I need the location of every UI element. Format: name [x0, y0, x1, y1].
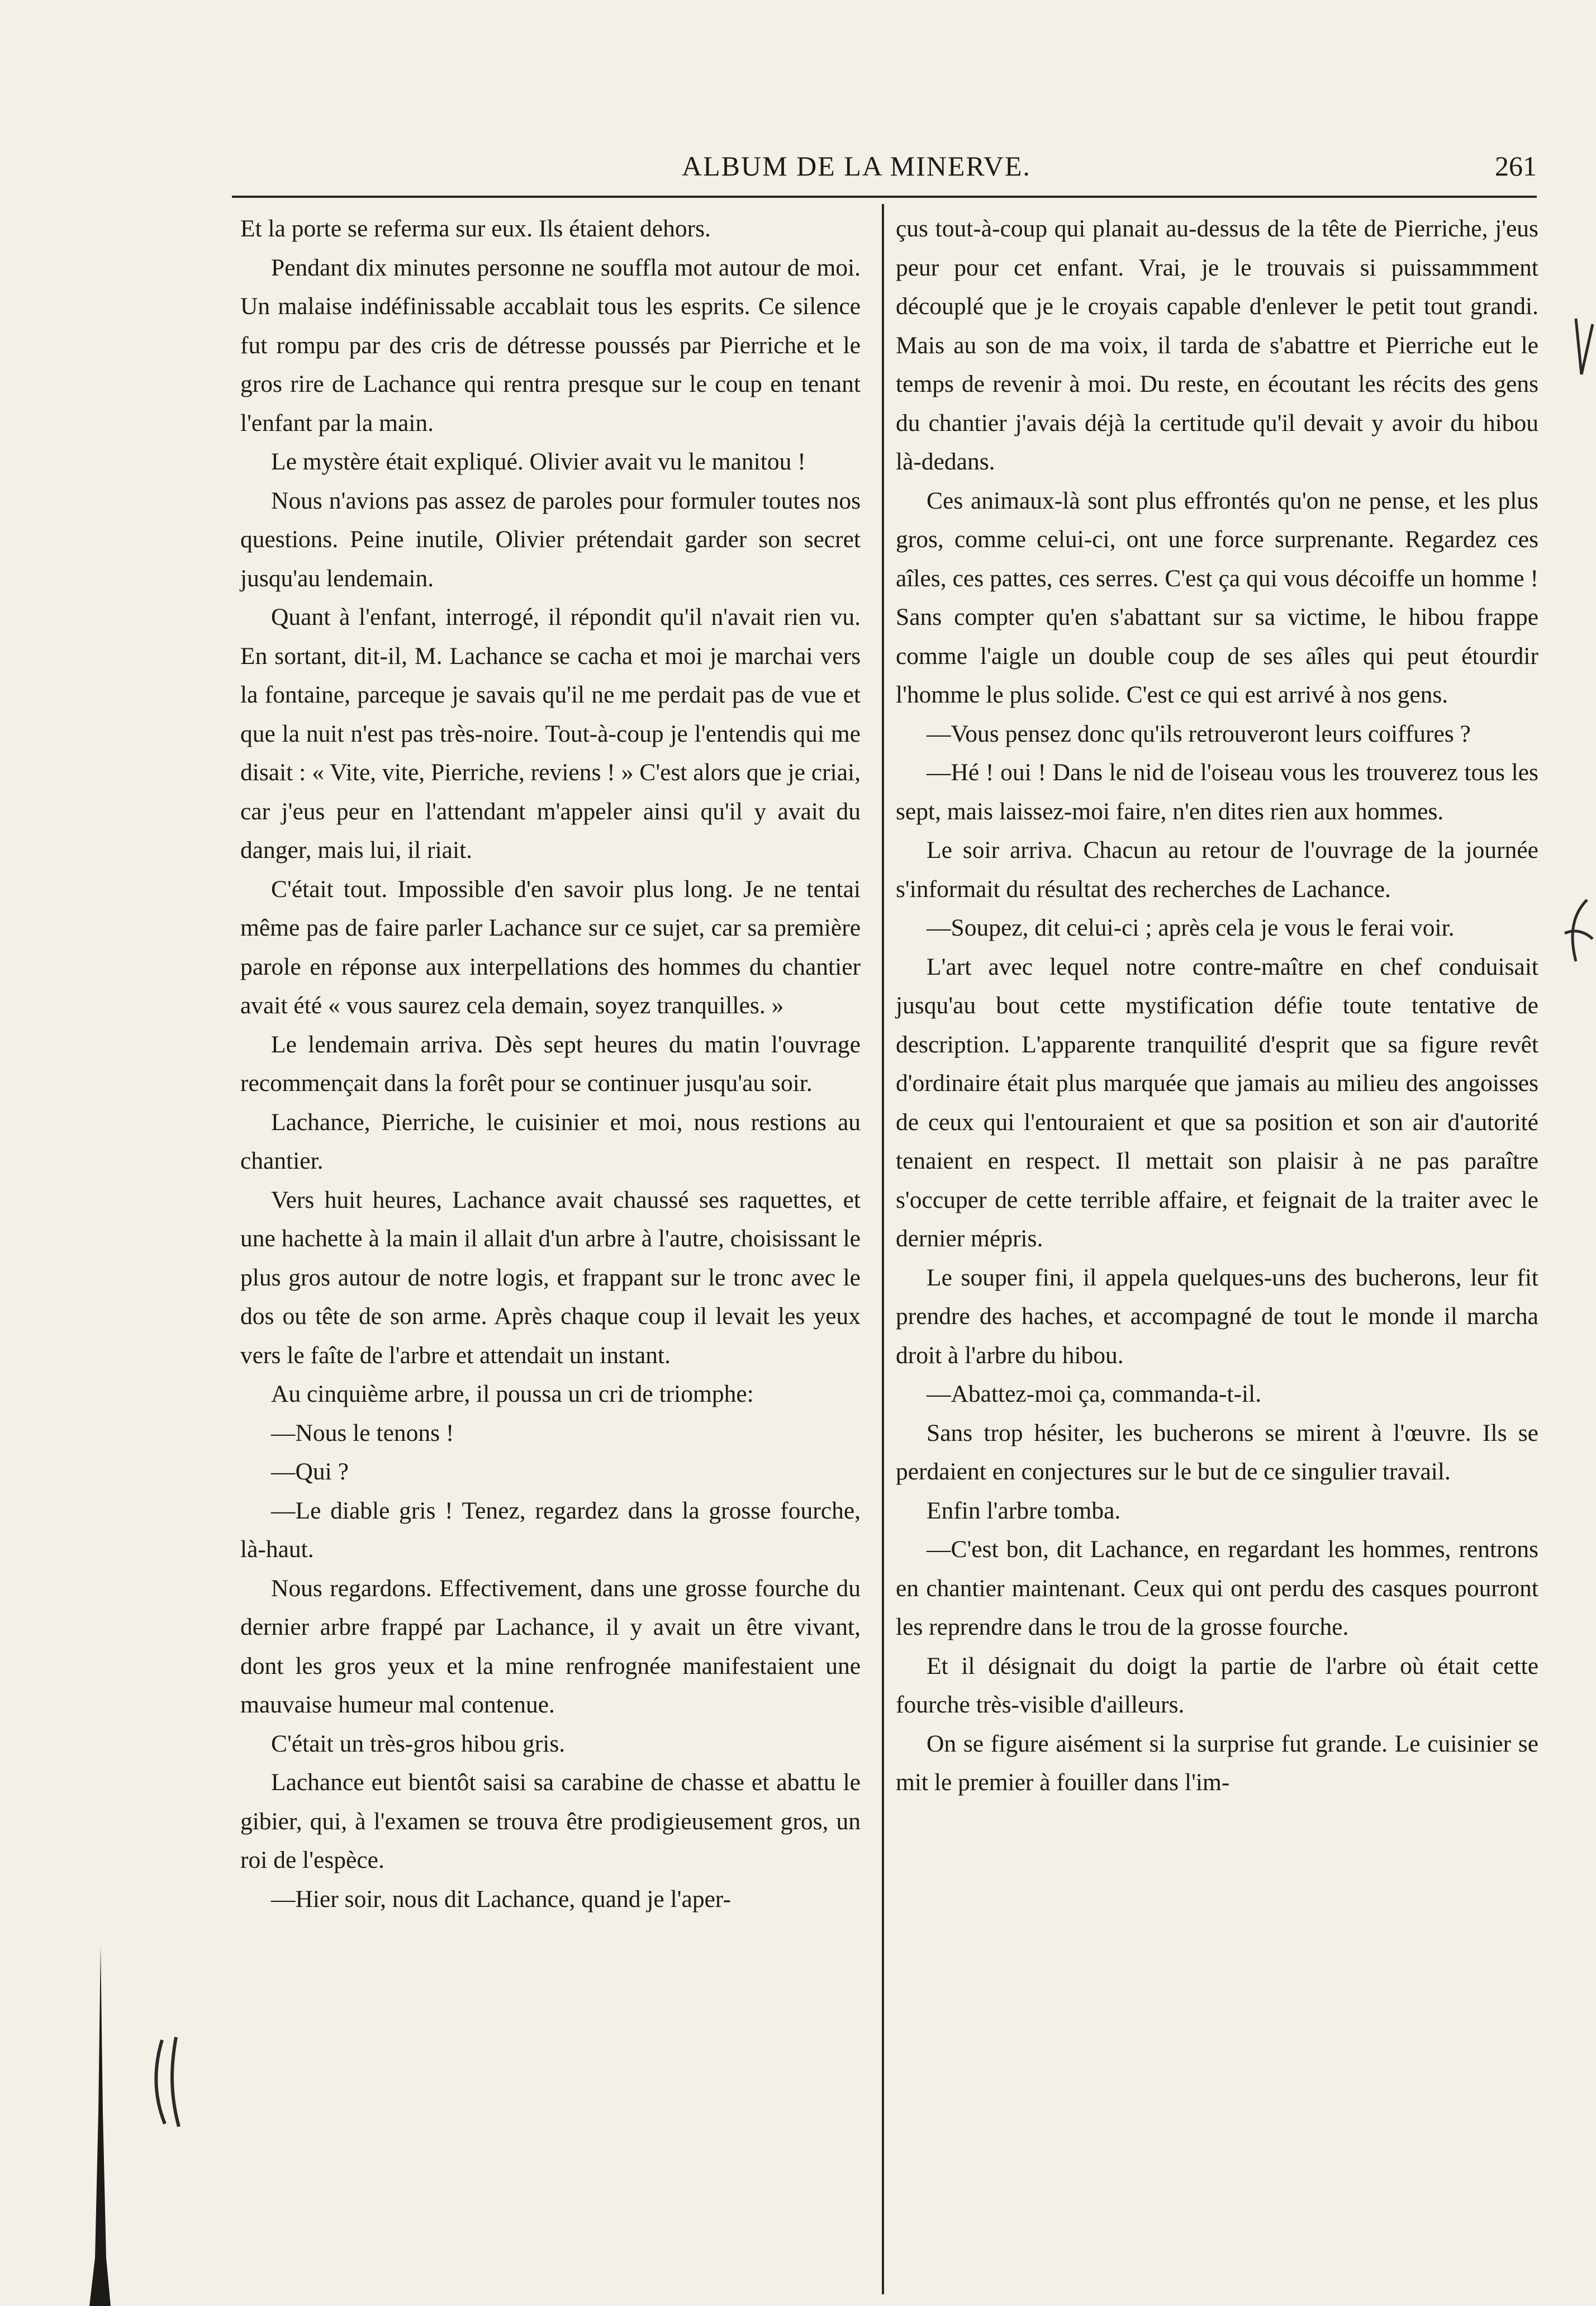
- paragraph: Et il désignait du doigt la partie de l'arbre où était cette fourche très-visible d'ailleurs.: [896, 1652, 1538, 1718]
- paragraph: Le lendemain arriva. Dès sept heures du matin l'ouvrage recommençait dans la forêt pour se continuer jusqu'au soir.: [240, 1031, 861, 1097]
- dialogue-line: —Hier soir, nous dit Lachance, quand je l'aper-: [271, 1885, 731, 1913]
- paragraph: Pendant dix minutes personne ne souffla mot autour de moi. Un malaise indéfinissable accablait tous les esprits. Ce silence fut rompu par des cris de détresse poussés par Pierriche et le gros rire de Lachance qui rentra presque sur le coup en tenant l'enfant par la main.: [240, 254, 861, 436]
- paragraph: Nous n'avions pas assez de paroles pour formuler toutes nos questions. Peine inutile, Olivier prétendait garder son secret jusqu'au lendemain.: [240, 487, 861, 592]
- paragraph: Nous regardons. Effectivement, dans une grosse fourche du dernier arbre frappé par Lachance, il y avait un être vivant, dont les gros yeux et la mine renfrognée manifestaient une mauvaise humeur mal contenue.: [240, 1574, 861, 1718]
- paragraph: L'art avec lequel notre contre-maître en chef conduisait jusqu'au bout cette mystification défie toute tentative de description. L'apparente tranquilité d'esprit que sa figure revêt d'ordinaire était plus marquée que jamais au milieu des angoisses de ceux qui l'entouraient et que sa position et son air d'autorité tenaient en respect. Il mettait son plaisir à ne pas paraître s'occuper de cette terrible affaire, et feignait de la traiter avec le dernier mépris.: [896, 953, 1538, 1252]
- paragraph: Ces animaux-là sont plus effrontés qu'on ne pense, et les plus gros, comme celui-ci, ont une force surprenante. Regardez ces aîles, ces pattes, ces serres. C'est ça qui vous décoiffe un homme ! Sans compter qu'en s'abattant sur sa victime, le hibou frappe comme l'aigle un double coup de ses aîles qui peut étourdir l'homme le plus solide. C'est ce qui est arrivé à nos gens.: [896, 487, 1538, 708]
- handwritten-mark-icon: [1559, 894, 1596, 967]
- header-rule: [232, 196, 1537, 198]
- right-column: [896, 210, 1538, 1802]
- dialogue-line: —C'est bon, dit Lachance, en regardant les hommes, rentrons en chantier maintenant. Ceux qui ont perdu des casques pourront les reprendre dans le trou de la grosse fourche.: [896, 1536, 1538, 1640]
- running-header: [235, 150, 1537, 189]
- paragraph: Lachance, Pierriche, le cuisinier et moi, nous restions au chantier.: [240, 1108, 861, 1174]
- paragraph: Vers huit heures, Lachance avait chaussé ses raquettes, et une hachette à la main il allait d'un arbre à l'autre, choisissant le plus gros autour de notre logis, et frappant sur le tronc avec le dos ou tête de son arme. Après chaque coup il levait les yeux vers le faîte de l'arbre et attendait un instant.: [240, 1186, 861, 1369]
- paragraph: Et la porte se referma sur eux. Ils étaient dehors.: [240, 215, 711, 242]
- dialogue-line: —Qui ?: [271, 1458, 349, 1485]
- column-divider: [882, 204, 884, 2294]
- paragraph: On se figure aisément si la surprise fut grande. Le cuisinier se mit le premier à fouiller dans l'im-: [896, 1730, 1538, 1796]
- paragraph: Le souper fini, il appela quelques-uns des bucherons, leur fit prendre des haches, et accompagné de tout le monde il marcha droit à l'arbre du hibou.: [896, 1264, 1538, 1369]
- paragraph: Quant à l'enfant, interrogé, il répondit qu'il n'avait rien vu. En sortant, dit-il, M. Lachance se cacha et moi je marchai vers la fontaine, parceque je savais qu'il ne me perdait pas de vue et que la nuit n'est pas très-noire. Tout-à-coup je l'entendis qui me disait : « Vite, vite, Pierriche, reviens ! » C'est alors que je criai, car j'eus peur en l'attendant m'appeler ainsi qu'il y avait du danger, mais lui, il riait.: [240, 604, 861, 863]
- dialogue-line: —Hé ! oui ! Dans le nid de l'oiseau vous les trouverez tous les sept, mais laissez-moi faire, n'en dites rien aux hommes.: [896, 759, 1538, 825]
- paragraph: Enfin l'arbre tomba.: [927, 1497, 1121, 1524]
- dialogue-line: —Vous pensez donc qu'ils retrouveront leurs coiffures ?: [927, 720, 1471, 747]
- paragraph: Lachance eut bientôt saisi sa carabine de chasse et abattu le gibier, qui, à l'examen se trouva être prodigieusement gros, un roi de l'espèce.: [240, 1769, 861, 1873]
- dialogue-line: —Nous le tenons !: [271, 1419, 454, 1446]
- handwritten-mark-icon: [151, 2034, 190, 2129]
- paragraph: Sans trop hésiter, les bucherons se mirent à l'œuvre. Ils se perdaient en conjectures sur le but de ce singulier travail.: [896, 1419, 1538, 1485]
- page-number: 261: [1495, 150, 1537, 182]
- paragraph: C'était tout. Impossible d'en savoir plus long. Je ne tentai même pas de faire parler Lachance sur ce sujet, car sa première parole en réponse aux interpellations des hommes du chantier avait été « vous saurez cela demain, soyez tranquilles. »: [240, 875, 861, 1019]
- paragraph: C'était un très-gros hibou gris.: [271, 1730, 566, 1757]
- dialogue-line: —Le diable gris ! Tenez, regardez dans la grosse fourche, là-haut.: [240, 1497, 861, 1563]
- paragraph: çus tout-à-coup qui planait au-dessus de la tête de Pierriche, j'eus peur pour cet enfant. Vrai, je le trouvais si puissammment découplé que je le croyais capable d'enlever le petit tout grandi. Mais au son de ma voix, il tarda de s'abattre et Pierriche eut le temps de revenir à moi. Du reste, en écoutant les récits des gens du chantier j'avais déjà la certitude qu'il devait y avoir du hibou là-dedans.: [896, 215, 1538, 475]
- dialogue-line: —Soupez, dit celui-ci ; après cela je vous le ferai voir.: [927, 914, 1455, 941]
- paragraph: Le soir arriva. Chacun au retour de l'ouvrage de la journée s'informait du résultat des recherches de Lachance.: [896, 837, 1538, 903]
- left-column: [240, 210, 861, 1919]
- paragraph: Au cinquième arbre, il poussa un cri de triomphe:: [271, 1380, 754, 1407]
- handwritten-mark-icon: [1570, 313, 1596, 380]
- dialogue-line: —Abattez-moi ça, commanda-t-il.: [927, 1380, 1262, 1407]
- running-title: ALBUM DE LA MINERVE.: [682, 150, 1031, 182]
- binding-edge-shadow: [78, 1945, 112, 2306]
- paragraph: Le mystère était expliqué. Olivier avait vu le manitou !: [271, 448, 806, 475]
